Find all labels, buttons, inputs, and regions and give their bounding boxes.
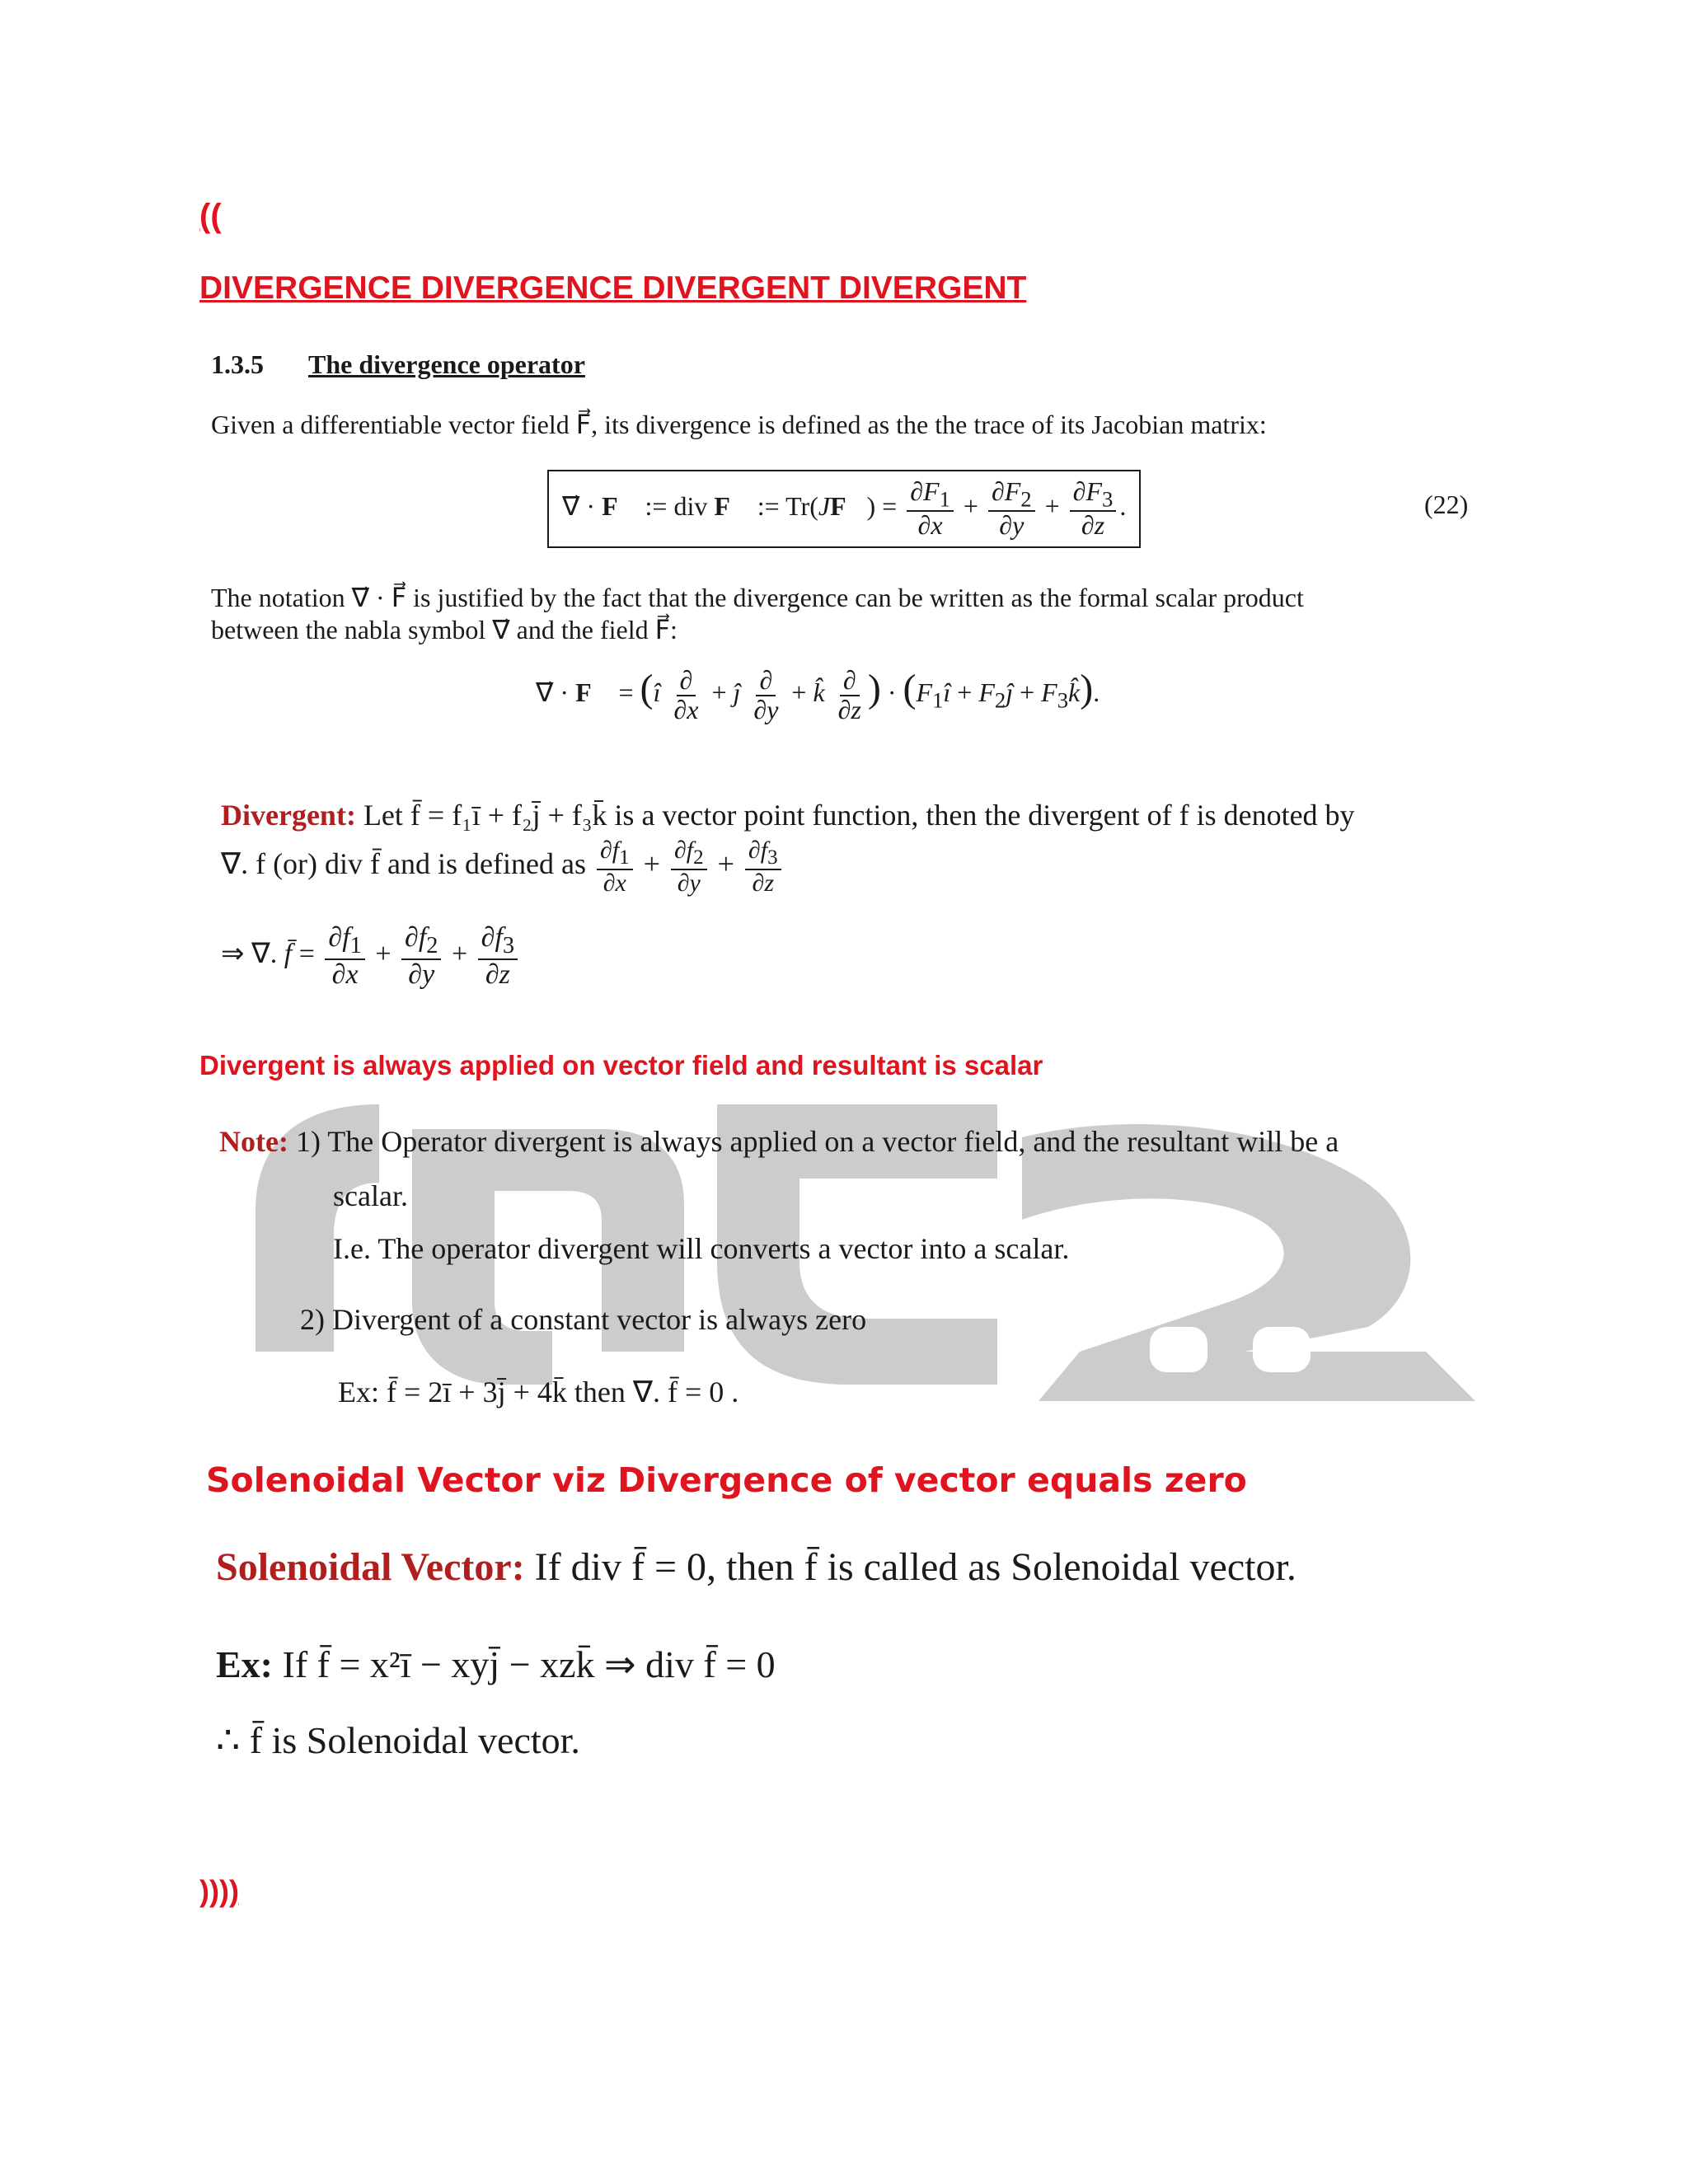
divergent-definition-text: Let f̄ = f₁ī + f₂j̄ + f₃k̄ is a vector point function, then the divergent of f is denoted by: [363, 799, 1355, 832]
section-number: 1.3.5: [211, 349, 264, 379]
divergent-definition-text2: ∇. f (or) div f̄ and is defined as: [221, 847, 586, 881]
nabla-product-equation: ∇⃗ · F⃗ = (î $\frac{\partial}{\partial x}$ + ĵ $\frac{\partial}{\partial y}$ + k̂ $\frac{\partial}{\partial z}$ ) · ($F_1î$ + $F_2ĵ$ + $F_3k̂$).: [536, 665, 1100, 724]
notation-text-line2: between the nabla symbol ∇⃗ and the field F⃗:: [211, 615, 678, 644]
section-intro: Given a differentiable vector field F⃗, its divergence is defined as the the trace of its Jacobian matrix:: [211, 410, 1267, 439]
section-title: The divergence operator: [308, 349, 585, 379]
divergent-definition-line1: [221, 798, 1355, 832]
divergent-formula: ⇒ ∇. f̄ = $\frac{\partial f_1}{\partial x}$ + $\frac{\partial f_2}{\partial y}$ + $\frac{\partial f_3}{\partial z}$: [221, 923, 521, 989]
red-note-vector-field: Divergent is always applied on vector field and resultant is scalar: [199, 1050, 1043, 1080]
red-note-solenoidal: Solenoidal Vector viz Divergence of vector equals zero: [206, 1460, 1247, 1500]
equation-number: (22): [1424, 490, 1469, 519]
page-heading: DIVERGENCE DIVERGENCE DIVERGENT DIVERGENT: [199, 270, 1027, 306]
open-marker: ((: [199, 198, 222, 234]
solenoidal-example-text: If f̄ = x²ī − xyj̄ − xzk̄ ⇒ div f̄ = 0: [282, 1643, 776, 1685]
note-point1-line1: [219, 1124, 1339, 1159]
solenoidal-label: Solenoidal Vector:: [216, 1545, 525, 1589]
note-point2: 2) Divergent of a constant vector is always zero: [300, 1303, 867, 1336]
note-label: Note:: [219, 1125, 288, 1158]
note-point1-text: 1) The Operator divergent is always applied on a vector field, and the resultant will be a: [295, 1125, 1339, 1158]
divergent-label: Divergent:: [221, 799, 356, 832]
note-point1-line3: I.e. The operator divergent will converts a vector into a scalar.: [333, 1232, 1070, 1265]
solenoidal-text: If div f̄ = 0, then f̄ is called as Solenoidal vector.: [534, 1545, 1296, 1589]
divergent-definition-line2: ∇. f (or) div f̄ and is defined as $\frac{\partial f_1}{\partial x}$ + $\frac{\partial f_2}{\partial y}$ + $\frac{\partial f_3}{\partial z}$: [221, 837, 785, 897]
note-example: Ex: f̄ = 2ī + 3j̄ + 4k̄ then ∇. f̄ = 0 .: [338, 1376, 739, 1408]
divergence-definition-equation: ∇⃗ · F⃗ := div F⃗ := Tr(JF⃗) = $\frac{\partial F_1}{\partial x}$ + $\frac{\partial F_2}{\partial y}$ + $\frac{\partial F_3}{\partial z}$ .: [547, 470, 1141, 548]
solenoidal-example: [216, 1642, 776, 1686]
close-marker: )))): [199, 1874, 239, 1908]
solenoidal-conclusion: ∴ f̄ is Solenoidal vector.: [216, 1719, 580, 1761]
solenoidal-example-label: Ex:: [216, 1643, 273, 1685]
solenoidal-definition: [216, 1544, 1296, 1590]
note-point1-line2: scalar.: [333, 1179, 408, 1212]
notation-text-line1: The notation ∇⃗ · F⃗ is justified by the fact that the divergence can be written as the formal scalar product: [211, 583, 1304, 612]
